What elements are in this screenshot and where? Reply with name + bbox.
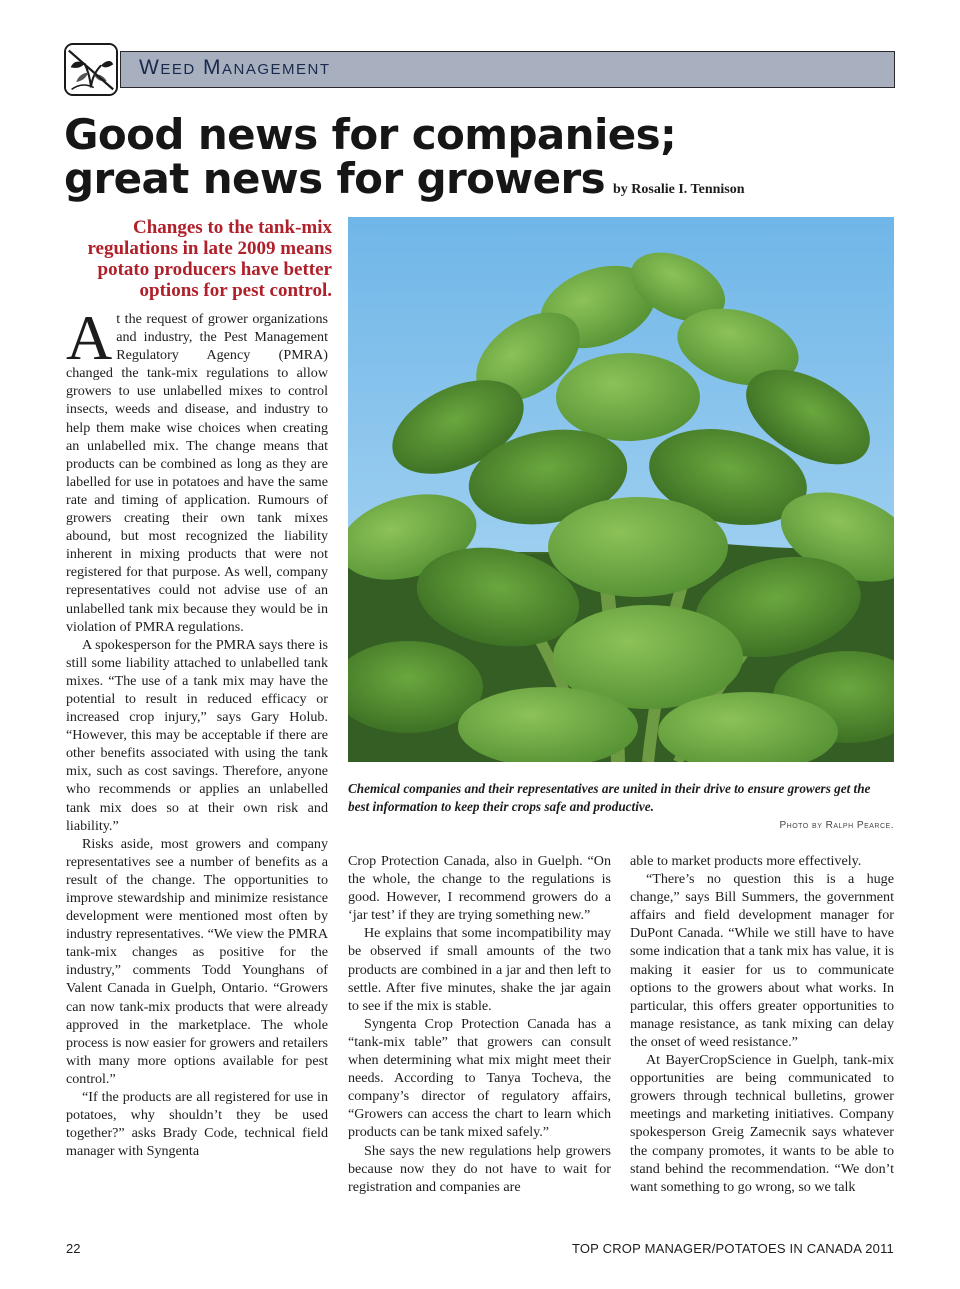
section-header [64, 43, 895, 96]
paragraph: He explains that some incompatibility may be observed if small amounts of the two products are combined in a jar and then left to settle. After five minutes, shake the jar again to see if the mix is stable. [348, 925, 611, 1014]
potato-plant-photo [348, 217, 894, 762]
headline-line-2 [64, 154, 924, 212]
article-deck: Changes to the tank-mix regulations in late 2009 means potato producers have better options for pest control. [87, 217, 332, 301]
paragraph: At BayerCropScience in Guelph, tank-mix opportunities are being communicated to growers through technical bulletins, grower meetings and marketing initiatives. Company spokesperson Greig Zamecnik says whatever the company promotes, it wants to be able to stand behind the recommendation. “We don’t want something to go wrong, so we talk [630, 1052, 894, 1195]
paragraph: She says the new regulations help growers because now they do not have to wait for registration and companies are [348, 1142, 611, 1195]
text-column-3 [630, 852, 894, 1235]
paragraph [66, 310, 328, 636]
article-headline [64, 110, 924, 212]
photo-credit: Photo by Ralph Pearce. [779, 820, 894, 831]
byline: by Rosalie I. Tennison [613, 182, 745, 197]
paragraph: able to market products more effectively. [630, 853, 862, 869]
headline-line-2-text: great news for growers [64, 154, 606, 203]
paragraph: Syngenta Crop Protection Canada has a “tank-mix table” that growers can consult when determining what mix might meet their needs. According to Tanya Tocheva, the company’s director of regulatory affairs, “Growers can access the chart to learn which products can be tank mixed safely.” [348, 1015, 611, 1141]
paragraph: “If the products are all registered for use in potatoes, why shouldn’t they be used together?” asks Brady Code, technical field manager with Syngenta [66, 1089, 328, 1160]
photo-caption: Chemical companies and their representatives are united in their drive to ensure growers get the best information to keep their crops safe and productive. [348, 781, 871, 814]
paragraph: A spokesperson for the PMRA says there is still some liability attached to unlabelled tank mixes. “The use of a tank mix may have the potential to result in reduced efficacy or increased crop injury,” says Gary Holub. “However, this may be acceptable if there are other benefits associated with using the tank mix, such as cost savings. Therefore, anyone who recommends or applies an unlabelled tank mix does so at their own risk and liability.” [66, 636, 328, 834]
text-column-2 [348, 852, 611, 1235]
headline-line-1: Good news for companies; [64, 110, 677, 159]
drop-cap: A [66, 310, 113, 373]
paragraph-text: t the request of grower organizations and industry, the Pest Management Regulatory Agency (PMRA) changed the tank-mix regulations to allow growers to use unlabelled mixes to control insects, weeds and disease, and industry to help them make wise choices when creating an unlabelled mix. The change means that products can be combined as long as they are labelled for use in potatoes and have the same rate and timing of application. Rumours of growers creating their own tank mixes abound, but most recognized the liability inherent in mixing products that were not registered for that purpose. As well, company representatives could not advise use of an unlabelled tank mix because they would be in violation of PMRA regulations. [66, 311, 328, 635]
section-bar [120, 51, 895, 88]
paragraph: Crop Protection Canada, also in Guelph. “On the whole, the change to the regulations is good. However, I recommend growers do a ‘jar test’ if they are trying something new.” [348, 853, 611, 924]
weed-sprout-icon [64, 43, 118, 96]
page-number: 22 [66, 1241, 81, 1256]
section-label: Weed Management [139, 56, 331, 79]
text-column-1 [66, 310, 328, 1235]
publication-name: TOP CROP MANAGER/POTATOES IN CANADA 2011 [571, 1241, 894, 1256]
paragraph: “There’s no question this is a huge change,” says Bill Summers, the government affairs and field development manager for DuPont Canada. “While we still have to have some indication that a tank mix has value, it is making it easier for us to communicate options to the growers about what works. In particular, this offers greater opportunities to manage resistance, as tank mixing can delay the onset of weed resistance.” [630, 871, 894, 1050]
paragraph: Risks aside, most growers and company representatives see a number of benefits as a result of the change. The opportunities to improve stewardship and minimize resistance development were mentioned most often by industry representatives. “We view the PMRA tank-mix changes as positive for the industry,” comments Todd Younghans of Valent Canada in Guelph, Ontario. “Growers can now tank-mix products that were already approved in the marketplace. The whole process is now easier for growers and retailers with many more options available for pest control.” [66, 835, 328, 1087]
